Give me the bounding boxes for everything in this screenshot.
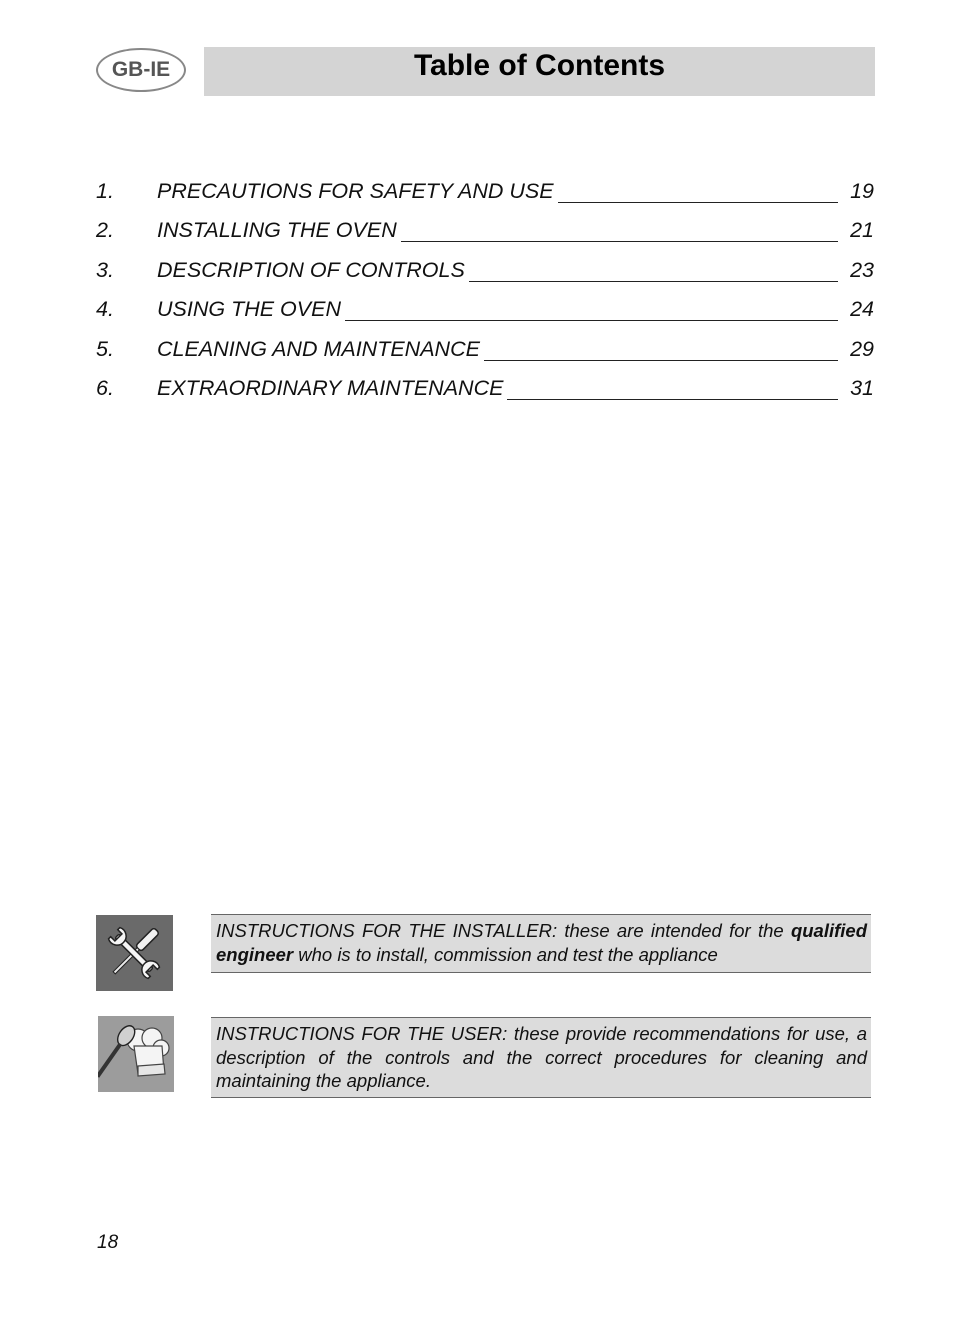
toc-item-title: USING THE OVEN (157, 297, 345, 322)
toc-item-number: 6. (96, 375, 114, 400)
toc-item-number: 5. (96, 336, 114, 361)
toc-item[interactable] (96, 255, 874, 294)
toc-item-page: 24 (850, 297, 874, 322)
toc-item-title: PRECAUTIONS FOR SAFETY AND USE (157, 179, 558, 204)
user-note-text: INSTRUCTIONS FOR THE USER: these provide recommendations for use, a description of the controls and the correct procedures for cleaning and maintaining the appliance. (216, 1023, 867, 1091)
installer-note-emphasis: qualified engineer (216, 920, 867, 965)
toc-item-page: 31 (850, 375, 874, 400)
language-badge-label: GB-IE (111, 58, 171, 81)
toc-item-page: 19 (850, 179, 874, 203)
installer-note-text-end: who is to install, commission and test the appliance (293, 943, 718, 965)
toc-item-number: 3. (96, 257, 114, 282)
page-title: Table of Contents (413, 49, 666, 82)
toc-item-page: 21 (850, 218, 874, 243)
toc-item-page: 23 (850, 257, 874, 282)
page-title-bar (204, 47, 875, 96)
user-note (211, 1017, 871, 1098)
toc-item[interactable] (96, 373, 874, 412)
toc-item-number: 2. (96, 218, 114, 243)
toc-item-title: INSTALLING THE OVEN (157, 218, 401, 243)
toc-item-page: 29 (850, 336, 874, 361)
language-badge (96, 48, 186, 92)
installer-note-text: INSTRUCTIONS FOR THE INSTALLER: these are intended for the (216, 920, 791, 941)
toc-item[interactable] (96, 215, 874, 254)
chef-spoon-icon (98, 1016, 174, 1092)
toc-item[interactable] (96, 176, 874, 215)
toc-item-title: CLEANING AND MAINTENANCE (157, 337, 484, 362)
toc-item[interactable] (96, 294, 874, 333)
table-of-contents (96, 176, 874, 412)
installer-note (211, 914, 871, 973)
toc-item-number: 1. (96, 179, 114, 203)
page-number: 18 (97, 1232, 119, 1253)
toc-item[interactable] (96, 334, 874, 373)
toc-item-title: EXTRAORDINARY MAINTENANCE (157, 376, 507, 401)
toc-item-number: 4. (96, 297, 114, 322)
tools-icon (96, 915, 173, 991)
toc-item-title: DESCRIPTION OF CONTROLS (157, 258, 469, 283)
